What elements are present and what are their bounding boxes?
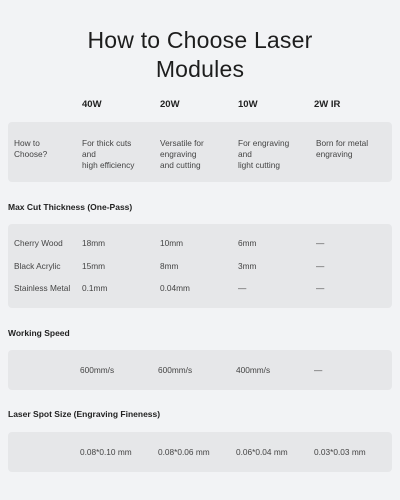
spot-value-10w: 0.06*0.04 mm [236, 447, 288, 457]
thickness-value: — [238, 283, 247, 293]
title-line-1: How to Choose Laser [87, 27, 313, 53]
choose-label: How to Choose? [14, 138, 48, 159]
spot-section-title: Laser Spot Size (Engraving Fineness) [8, 409, 161, 419]
choose-panel [8, 122, 392, 182]
thickness-value: 18mm [82, 238, 106, 248]
speed-value-10w: 400mm/s [236, 365, 271, 375]
thickness-row-material: Stainless Metal [14, 283, 71, 293]
choose-cell-40w: For thick cuts and high efficiency [82, 138, 135, 170]
title-line-2: Modules [155, 56, 245, 82]
speed-panel [8, 350, 392, 390]
page-title [0, 26, 400, 84]
thickness-panel [8, 224, 392, 308]
thickness-value: — [316, 283, 325, 293]
speed-value-20w: 600mm/s [158, 365, 193, 375]
spot-panel [8, 432, 392, 472]
column-header-40w: 40W [82, 99, 102, 110]
column-header-20w: 20W [160, 99, 180, 110]
speed-value-40w: 600mm/s [80, 365, 115, 375]
thickness-value: — [316, 261, 325, 271]
thickness-row-material: Black Acrylic [14, 261, 61, 271]
thickness-value: — [316, 238, 325, 248]
choose-cell-20w: Versatile for engraving and cutting [160, 138, 204, 170]
spot-value-20w: 0.08*0.06 mm [158, 447, 210, 457]
spot-value-40w: 0.08*0.10 mm [80, 447, 132, 457]
thickness-section-title: Max Cut Thickness (One-Pass) [8, 202, 133, 212]
speed-section-title: Working Speed [8, 328, 70, 338]
spot-value-2w-ir: 0.03*0.03 mm [314, 447, 366, 457]
thickness-value: 0.04mm [160, 283, 190, 293]
thickness-value: 8mm [160, 261, 179, 271]
choose-cell-2w-ir: Born for metal engraving [316, 138, 369, 159]
speed-value-2w-ir: — [314, 365, 323, 375]
thickness-value: 6mm [238, 238, 257, 248]
thickness-row-material: Cherry Wood [14, 238, 63, 248]
thickness-value: 10mm [160, 238, 184, 248]
thickness-value: 3mm [238, 261, 257, 271]
thickness-value: 0.1mm [82, 283, 108, 293]
column-header-10w: 10W [238, 99, 258, 110]
thickness-value: 15mm [82, 261, 106, 271]
choose-cell-10w: For engraving and light cutting [238, 138, 290, 170]
column-header-2w-ir: 2W IR [314, 99, 341, 110]
